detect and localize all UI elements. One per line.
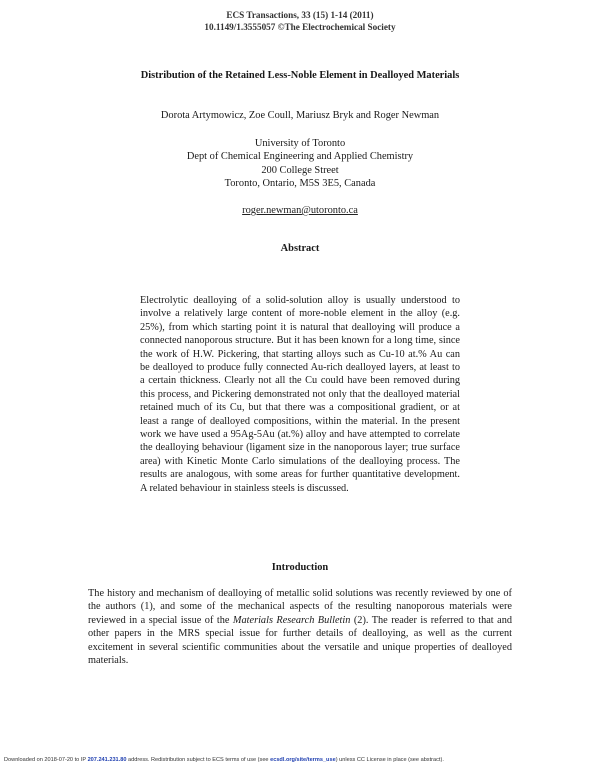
introduction-body xyxy=(88,587,512,667)
abstract-body xyxy=(140,294,460,495)
footer-text-1: Downloaded on 2018-07-20 to IP xyxy=(4,757,88,763)
affiliation-city: Toronto, Ontario, M5S 3E5, Canada xyxy=(224,178,376,190)
author-email-link[interactable]: roger.newman@utoronto.ca xyxy=(242,205,358,216)
affiliation-street: 200 College Street xyxy=(261,164,339,176)
affiliation-university: University of Toronto xyxy=(254,138,346,149)
download-footer xyxy=(4,757,596,763)
footer-text-3: ) unless CC License in place (see abstract). xyxy=(335,757,444,763)
journal-citation: ECS Transactions, 33 (15) 1-14 (2011) xyxy=(226,10,374,20)
footer-text-2: address. Redistribution subject to ECS terms of use (see xyxy=(126,757,271,763)
journal-header xyxy=(0,9,600,33)
email-line xyxy=(0,205,600,216)
author-list: Dorota Artymowicz, Zoe Coull, Mariusz Bryk and Roger Newman xyxy=(160,110,440,121)
intro-text-before: The history and mechanism of dealloying of metallic solid solutions was recently reviewed by one of the authors (1), and some of the mechanical aspects of the resulting nanoporous materials were reviewed in a special issue of the xyxy=(88,588,512,626)
paper-title: Distribution of the Retained Less-Noble Element in Dealloyed Materials xyxy=(140,70,460,81)
affiliation-department: Dept of Chemical Engineering and Applied Chemistry xyxy=(186,151,414,163)
intro-text-after: (2). The reader is referred to that and other papers in the MRS special issue for further details of dealloying, as well as the current excitement in several scientific communities about the versatile and unique properties of dealloyed materials. xyxy=(88,614,512,667)
abstract-heading: Abstract xyxy=(280,243,320,254)
intro-journal-name: Materials Research Bulletin xyxy=(232,614,351,626)
footer-ip: 207.241.231.80 xyxy=(87,757,127,763)
abstract-text: Electrolytic dealloying of a solid-solution alloy is usually understood to involve a relatively large content of more-noble element in the alloy (e.g. 25%), from which starting point it is natural that dealloying will produce a connected nanoporous structure. But it has been known for a long time, since the work of H.W. Pickering, that starting alloys such as Cu-10 at.% Au can be dealloyed to produce fully connected Au-rich dealloyed layers, at least to a certain thickness. Clearly not all the Cu could have been removed during this process, and Pickering demonstrated not only that the dealloyed material retained much of its Cu, but that there was a compositional gradient, or at least a range of dealloyed compositions, within the material. In the present work we have used a 95Ag-5Au (at.%) alloy and have attempted to correlate the dealloying behaviour (ligament size in the nanoporous layer; true surface area) with Kinetic Monte Carlo simulations of the dealloying process. The results are analogous, with some areas for further quantitative development. A related behaviour in stainless steels is discussed. xyxy=(140,295,460,494)
footer-terms-link[interactable]: ecsdl.org/site/terms_use xyxy=(270,757,336,763)
doi-copyright: 10.1149/1.3555057 ©The Electrochemical Society xyxy=(204,22,396,32)
introduction-heading: Introduction xyxy=(271,562,329,573)
affiliation-block xyxy=(0,137,600,191)
